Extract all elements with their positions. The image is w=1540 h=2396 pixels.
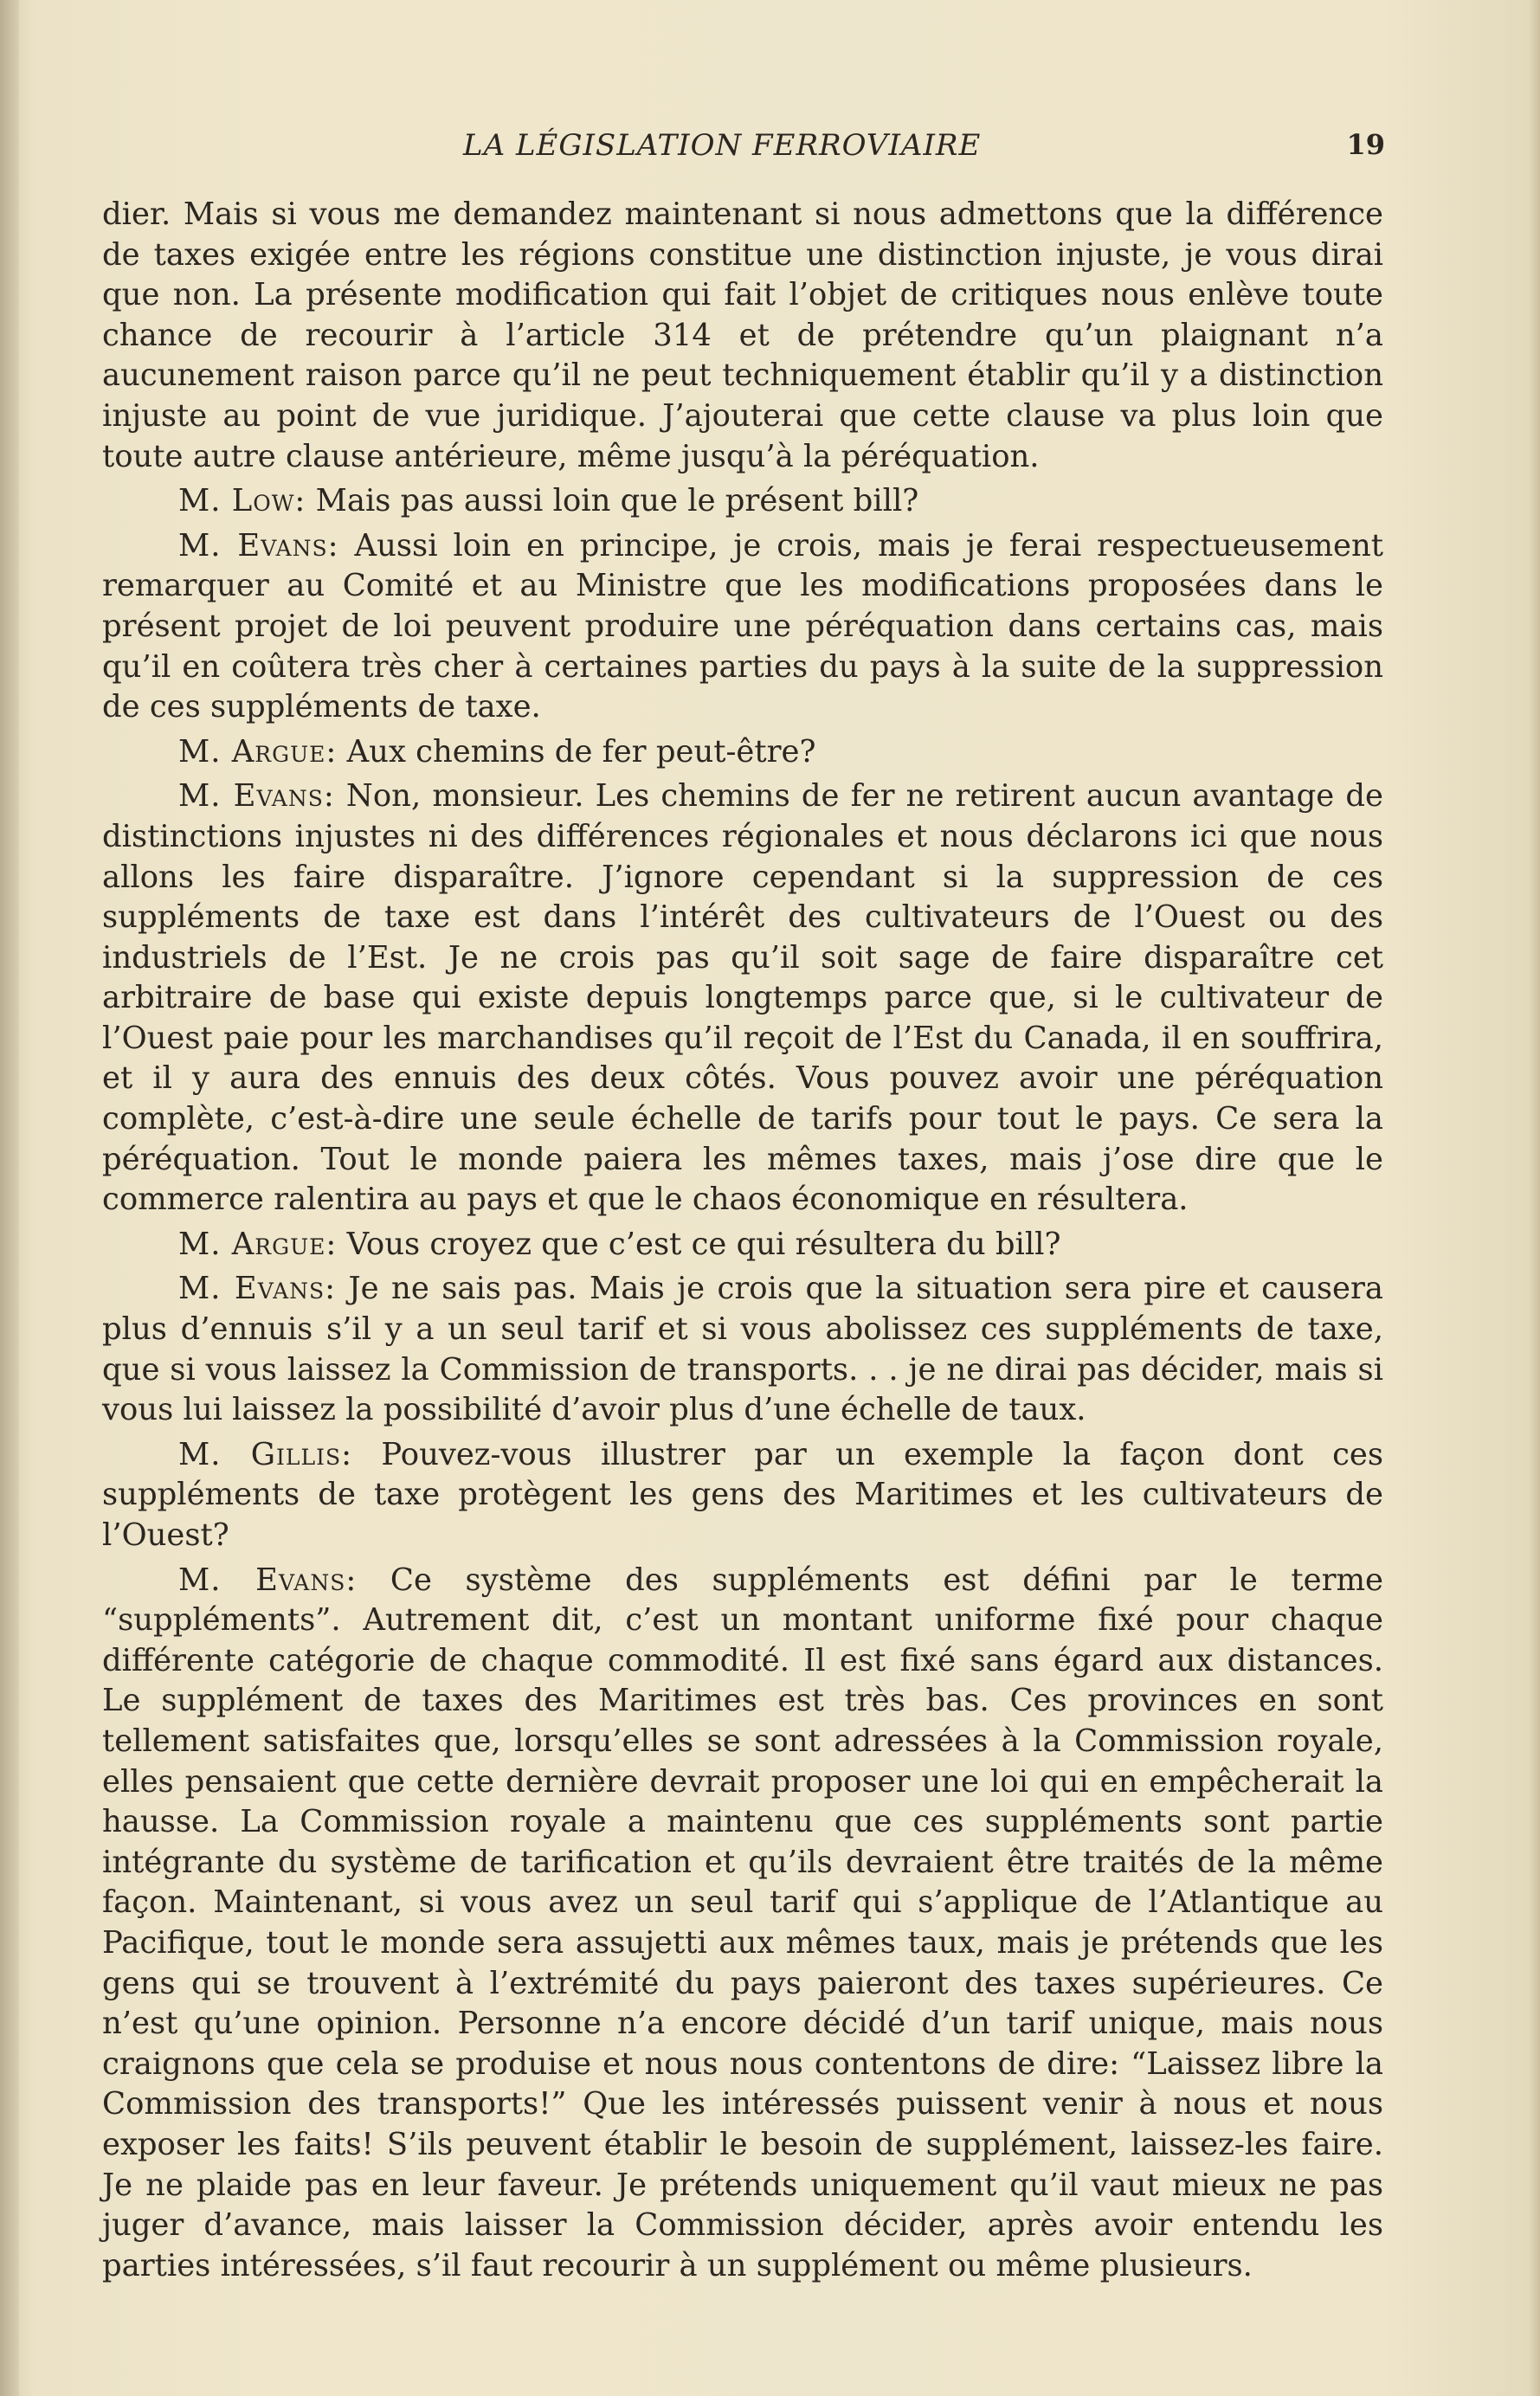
paragraph-text: Non, monsieur. Les chemins de fer ne retirent aucun avantage de distinctions injustes ni des différences régionales et nous déclarons ici que nous allons les faire disparaître. J’ignore cependant si la suppression de ces suppléments de taxe est dans l’intérêt des cultivateurs de l’Ouest ou des industriels de l’Est. Je ne crois pas qu’il soit sage de faire disparaître cet arbitraire de base qui existe depuis longtemps parce que, si le cultivateur de l’Ouest paie pour les marchandises qu’il reçoit de l’Est du Canada, il en souffrira, et il y aura des ennuis des deux côtés. Vous pouvez avoir une péréquation complète, c’est-à-dire une seule échelle de tarifs pour tout le pays. Ce sera la péréquation. Tout le monde paiera les mêmes taxes, mais j’ose dire que le commerce ralentira au pays et que le chaos économique en résultera. xyxy=(102,778,1383,1218)
speaker-label: M. Evans: xyxy=(178,778,335,815)
speaker-label: M. Low: xyxy=(178,483,306,519)
paragraph-text: Mais pas aussi loin que le présent bill? xyxy=(315,483,919,519)
paragraph xyxy=(102,1269,1383,1430)
paragraph-text: Aussi loin en principe, je crois, mais je ferai respectueusement remarquer au Comité et au Ministre que les modifications proposées dans le présent projet de loi peuvent produire une péréquation dans certains cas, mais qu’il en coûtera très cher à certaines parties du pays à la suite de la suppression de ces suppléments de taxe. xyxy=(102,527,1383,725)
paragraph-text: Vous croyez que c’est ce qui résultera du bill? xyxy=(346,1226,1061,1262)
paragraph-text: dier. Mais si vous me demandez maintenant si nous admettons que la différence de taxes exigée entre les régions constitue une distinction injuste, je vous dirai que non. La présente modification qui fait l’objet de critiques nous enlève toute chance de recourir à l’article 314 et de prétendre qu’un plaignant n’a aucunement raison parce qu’il ne peut techniquement établir qu’il y a distinction injuste au point de vue juridique. J’ajouterai que cette clause va plus loin que toute autre clause antérieure, même jusqu’à la péréquation. xyxy=(102,196,1383,474)
paragraph xyxy=(102,195,1383,477)
paragraph xyxy=(102,1561,1383,2287)
paragraph xyxy=(102,481,1383,522)
paragraph xyxy=(102,526,1383,728)
page-edge xyxy=(1528,0,1540,2396)
speaker-label: M. Evans: xyxy=(178,1271,337,1307)
paragraph-text: Ce système des suppléments est défini par le terme “suppléments”. Autrement dit, c’est un montant uniforme fixé pour chaque différente catégorie de chaque commodité. Il est fixé sans égard aux distances. Le supplément de taxes des Maritimes est très bas. Ces provinces en sont tellement satisfaites que, lorsqu’elles se sont adressées à la Commission royale, elles pensaient que cette dernière devrait proposer une loi qui en empêcherait la hausse. La Commission royale a maintenu que ces suppléments sont partie intégrante du système de tarification et qu’ils devraient être traités de la même façon. Maintenant, si vous avez un seul tarif qui s’applique de l’Atlantique au Pacifique, tout le monde sera assujetti aux mêmes taux, mais je prétends que les gens qui se trouvent à l’extrémité du pays paieront des taxes supérieures. Ce n’est qu’une opinion. Personne n’a encore décidé d’un tarif unique, mais nous craignons que cela se produise et nous nous contentons de dire: “Laissez libre la Commission des transports!” Que les intéressés puissent venir à nous et nous exposer les faits! S’ils peuvent établir le besoin de supplément, laissez-les faire. Je ne plaide pas en leur faveur. Je prétends uniquement qu’il vaut mieux ne pas juger d’avance, mais laisser la Commission décider, après avoir entendu les parties intéressées, s’il faut recourir à un supplément ou même plusieurs. xyxy=(102,1562,1383,2283)
paragraph xyxy=(102,1225,1383,1266)
speaker-label: M. Argue: xyxy=(178,1226,338,1262)
book-spine-shadow xyxy=(0,0,19,2396)
speaker-label: M. Gillis: xyxy=(178,1436,353,1472)
body-text xyxy=(102,195,1383,2290)
running-title: LA LÉGISLATION FERROVIAIRE xyxy=(463,128,982,163)
paragraph xyxy=(102,732,1383,773)
paragraph-text: Je ne sais pas. Mais je crois que la situation sera pire et causera plus d’ennuis s’il y a un seul tarif et si vous abolissez ces suppléments de taxe, que si vous laissez la Commission de transports. . . je ne dirai pas décider, mais si vous lui laissez la possibilité d’avoir plus d’une échelle de taux. xyxy=(102,1271,1383,1428)
paragraph-text: Pouvez-vous illustrer par un exemple la façon dont ces suppléments de taxe protègent les gens des Maritimes et les cultivateurs de l’Ouest? xyxy=(102,1436,1384,1553)
speaker-label: M. Evans: xyxy=(178,1562,358,1598)
speaker-label: M. Argue: xyxy=(178,733,338,770)
paragraph xyxy=(102,776,1383,1221)
speaker-label: M. Evans: xyxy=(178,527,339,564)
paragraph xyxy=(102,1435,1383,1556)
page-number: 19 xyxy=(1346,128,1385,161)
paragraph-text: Aux chemins de fer peut-être? xyxy=(346,733,816,770)
page-header xyxy=(113,128,1385,171)
